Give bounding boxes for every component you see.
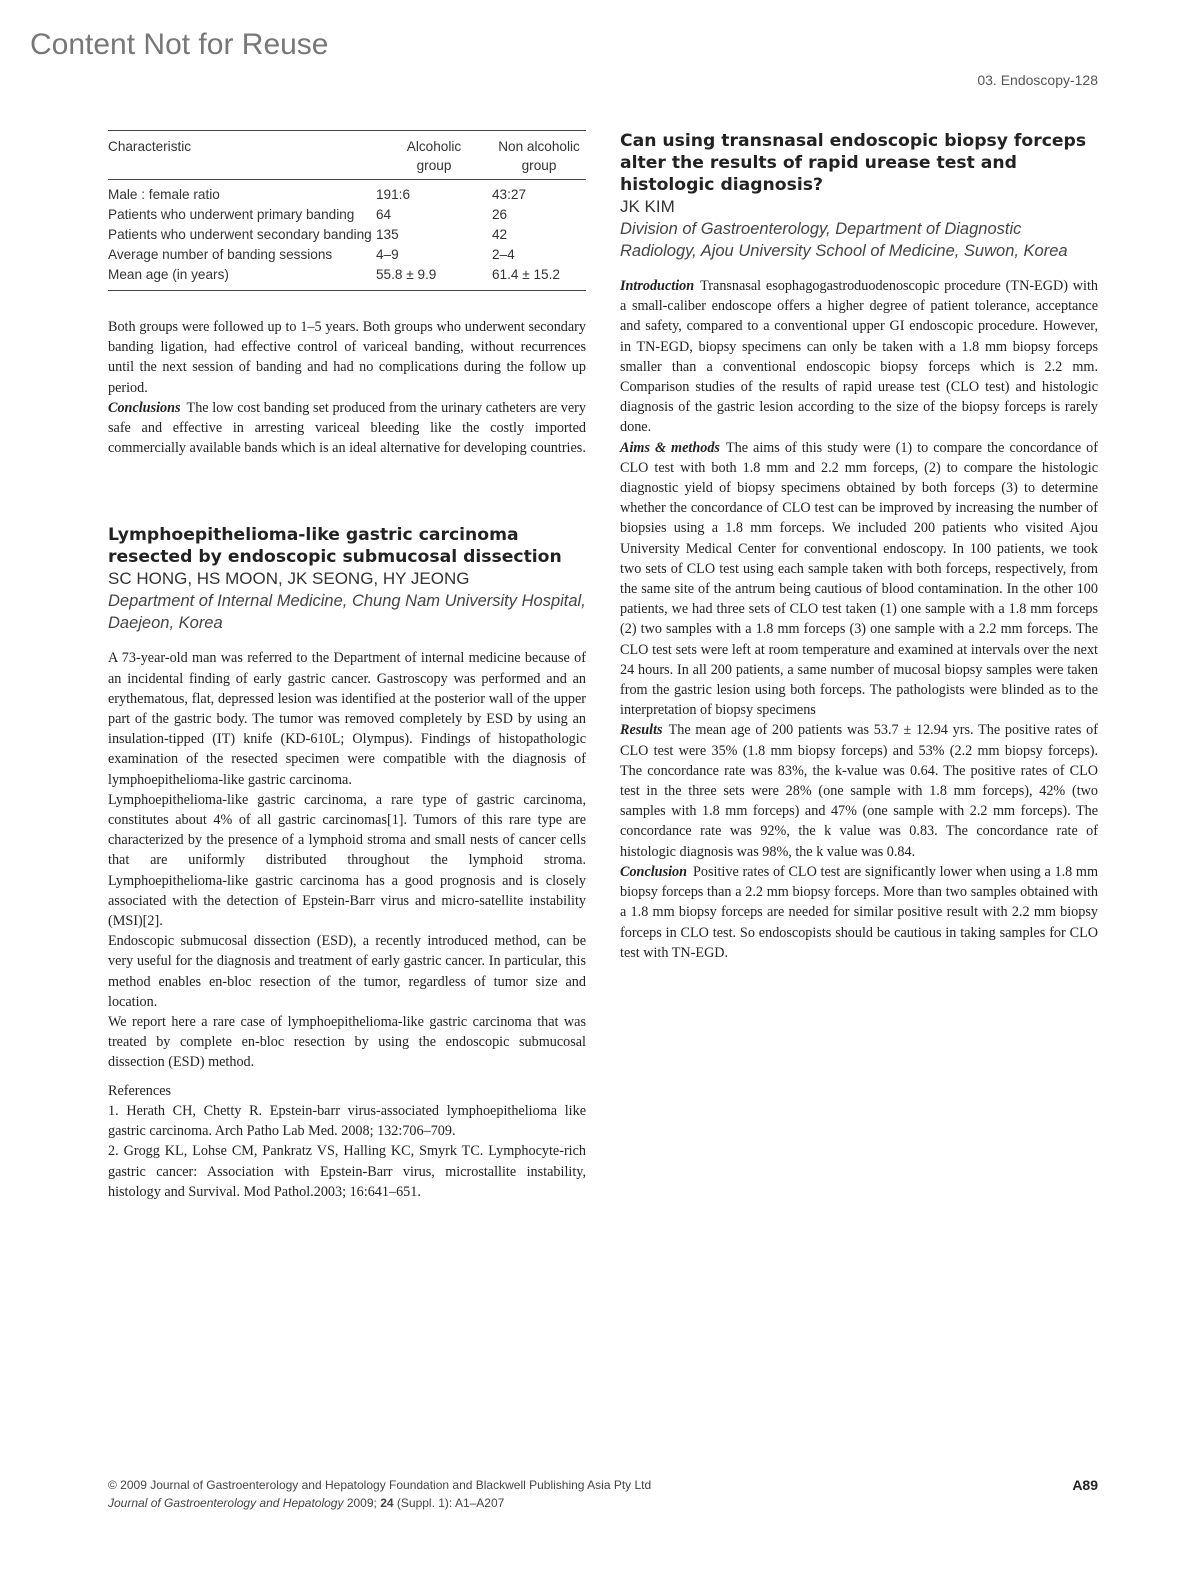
footer-supplement: (Suppl. 1): A1–A207 [396,1496,505,1510]
reference-item: 2. Grogg KL, Lohse CM, Pankratz VS, Halling KC, Smyrk TC. Lymphocyte-rich gastric cancer: Association with Epstein-Barr virus, microstallite instability, histology and Survival. Mod Pathol.2003; 16:641–651. [108,1143,586,1200]
row-label: Mean age (in years) [108,267,229,282]
conclusions-paragraph [108,398,586,459]
results-paragraph [620,720,1098,861]
row-label: Patients who underwent primary banding [108,207,355,222]
row-label: Male : female ratio [108,187,220,202]
introduction-paragraph [620,276,1098,438]
table-row [108,225,586,245]
table-header-alcoholic [376,131,492,180]
section-label: Introduction [620,278,695,294]
section-text: Transnasal esophagogastroduodenoscopic procedure (TN-EGD) with a small-caliber endoscope offers a higher degree of patient tolerance, acceptance and safety, compared to a conventional upper GI endoscopic procedure. However, in TN-EGD, biopsy specimens can only be taken with a 1.8 mm biopsy forceps smaller than a conventional endoscopic biopsy forceps which is 2.2 mm. Comparison studies of the results of rapid urease test (CLO test) and histologic diagnosis of the gastric lesion according to the size of the biopsy forceps is rarely done. [620,278,1098,436]
table-row [108,245,586,265]
watermark: Content Not for Reuse [30,28,329,61]
section-label: Conclusion [620,863,688,880]
table-row [108,205,586,225]
article-affiliation: Department of Internal Medicine, Chung Nam University Hospital, Daejeon, Korea [108,592,586,633]
table-header-row [108,131,586,180]
table-cell [108,265,376,291]
continuation-paragraph: Both groups were followed up to 1–5 years. Both groups who underwent secondary banding ligation, had effective control of variceal banding, without recurrences until the next session of banding and had no complications during the follow up period. [108,319,586,396]
table-cell: 2–4 [492,247,515,262]
conclusions-label: Conclusions [108,399,181,416]
article-affiliation: Division of Gastroenterology, Department of Diagnostic Radiology, Ajou University School of Medicine, Suwon, Korea [620,220,1068,260]
section-label: Results [620,722,663,739]
article-authors: SC HONG, HS MOON, JK SEONG, HY JEONG [108,569,470,589]
aims-methods-paragraph [620,438,1098,721]
conclusion-paragraph [620,862,1098,963]
left-column [108,130,586,1202]
article-authors: JK KIM [620,197,675,216]
body-paragraph: Lymphoepithelioma-like gastric carcinoma, a rare type of gastric carcinoma, constitutes about 4% of all gastric carcinomas[1]. Tumors of this rare type are characterized by the presence of a lymphoid stroma and small nests of cancer cells that are uniformly distributed throughout the lymphoid stroma. Lymphoepithelioma-like gastric carcinoma has a good prognosis and is closely associated with the detection of Epstein-Barr virus and micro-satellite instability (MSI)[2]. [108,791,586,930]
references-heading: References [108,1082,172,1099]
article-title: Can using transnasal endoscopic biopsy forceps alter the results of rapid urease test and histologic diagnosis? [620,131,1087,195]
footer-journal-name: Journal of Gastroenterology and Hepatology [108,1496,344,1510]
section-text: The aims of this study were (1) to compare the concordance of CLO test with both 1.8 mm and 2.2 mm forceps, (2) to compare the histologic diagnostic yield of biopsy specimens obtained by both forceps (3) to determine whether the concordance of CLO test can be improved by increasing the number of biopsies using a 1.8 mm forceps. We included 200 patients who visited Ajou University Medical Center for conventional endoscopy. In 100 patients, we took two sets of CLO test using each sample taken with both forceps, respectively, from the same site of the antrum being cautious of blood contamination. In the other 100 patients, we had three sets of CLO test taken (1) one sample with a 1.8 mm forceps (2) two samples with a 1.8 mm forceps (3) one sample with a 2.2 mm forceps. The CLO test sets were left at room temperature and examined at intervals over the next 24 hours. In all 200 patients, a same number of mucosal biopsy samples were taken from the gastric lesion using both forceps. The pathologists were blinded as to the interpretation of biopsy specimens [620,439,1098,719]
body-paragraph: A 73-year-old man was referred to the Department of internal medicine because of an incidental finding of early gastric cancer. Gastroscopy was performed and an erythematous, flat, depressed lesion was identified at the posterior wall of the upper part of the gastric body. The tumor was removed completely by ESD by using an insulation-tipped (IT) knife (KD-610L; Olympus). Findings of histopathologic examination of the resected specimen were compatible with the diagnosis of lymphoepithelioma-like gastric carcinoma. [108,650,586,788]
right-column [620,130,1098,963]
table-cell [108,225,376,245]
table-row [108,265,586,291]
footer-volume: 24 [380,1496,394,1510]
table-cell: 42 [492,227,508,242]
section-text: The mean age of 200 patients was 53.7 ± 12.94 yrs. The positive rates of CLO test were 35% (1.8 mm biopsy forceps) and 53% (2.2 mm biopsy forceps). The concordance rate was 83%, the k-value was 0.64. The positive rates of CLO test in the three sets were 28% (one sample with 1.8 mm forceps), 42% (two samples with 1.8 mm forceps) and 47% (one sample with 2.2 mm forceps). The concordance rate was 92%, the k value was 0.83. The concordance rate of histologic diagnosis was 98%, the k value was 0.84. [620,722,1098,860]
section-label: Aims & methods [620,439,720,456]
table-header-characteristic: Characteristic [108,131,376,180]
table-cell: 135 [376,227,399,242]
reference-item: 1. Herath CH, Chetty R. Epstein-barr virus-associated lymphoepithelioma like gastric carcinoma. Arch Patho Lab Med. 2008; 132:706–709. [108,1102,586,1140]
footer-citation [108,1494,1098,1512]
table-cell: 55.8 ± 9.9 [376,267,437,282]
characteristics-table [108,130,586,291]
table-cell: 43:27 [492,187,527,202]
body-paragraph: Endoscopic submucosal dissection (ESD), a recently introduced method, can be very useful for the diagnosis and treatment of early gastric cancer. In particular, this method enables en-bloc resection of the tumor, regardless of tumor size and location. [108,933,586,1010]
row-label: Average number of banding sessions [108,247,333,262]
page-number: A89 [1072,1477,1098,1493]
conclusions-text: The low cost banding set produced from the urinary catheters are very safe and effective in arresting variceal bleeding like the costly imported commercially available bands which is an ideal alternative for developing countries. [108,399,586,457]
table-cell [108,245,376,265]
page-id: 03. Endoscopy-128 [977,72,1098,88]
table-cell: 4–9 [376,247,399,262]
footer-copyright: © 2009 Journal of Gastroenterology and Hepatology Foundation and Blackwell Publishing Asia Pty Ltd [108,1478,652,1492]
table-cell: 64 [376,207,392,222]
article-title: Lymphoepithelioma-like gastric carcinoma resected by endoscopic submucosal dissection [108,525,562,568]
section-text: Positive rates of CLO test are significantly lower when using a 1.8 mm biopsy forceps than a 2.2 mm biopsy forceps. More than two samples obtained with a 1.8 mm biopsy forceps are needed for similar positive result with 2.2 mm biopsy forceps in CLO test. So endoscopists should be cautious in taking samples for CLO test with TN-EGD. [620,863,1098,961]
table-header-non-alcoholic-text: Non alcoholic group [498,139,580,173]
row-label: Patients who underwent secondary banding [108,227,372,242]
page-footer [108,1476,1098,1512]
table-row [108,180,586,206]
body-paragraph: We report here a rare case of lymphoepithelioma-like gastric carcinoma that was treated by complete en-bloc resection by using the endoscopic submucosal dissection (ESD) method. [108,1014,586,1071]
table-header-non-alcoholic [492,131,586,180]
table-header-alcoholic-text: Alcoholic group [406,139,462,173]
table-cell: 191:6 [376,187,411,202]
footer-year: 2009; [346,1496,377,1510]
table-cell: 61.4 ± 15.2 [492,267,560,282]
table-cell [108,180,376,206]
table-cell [108,205,376,225]
table-cell: 26 [492,207,508,222]
